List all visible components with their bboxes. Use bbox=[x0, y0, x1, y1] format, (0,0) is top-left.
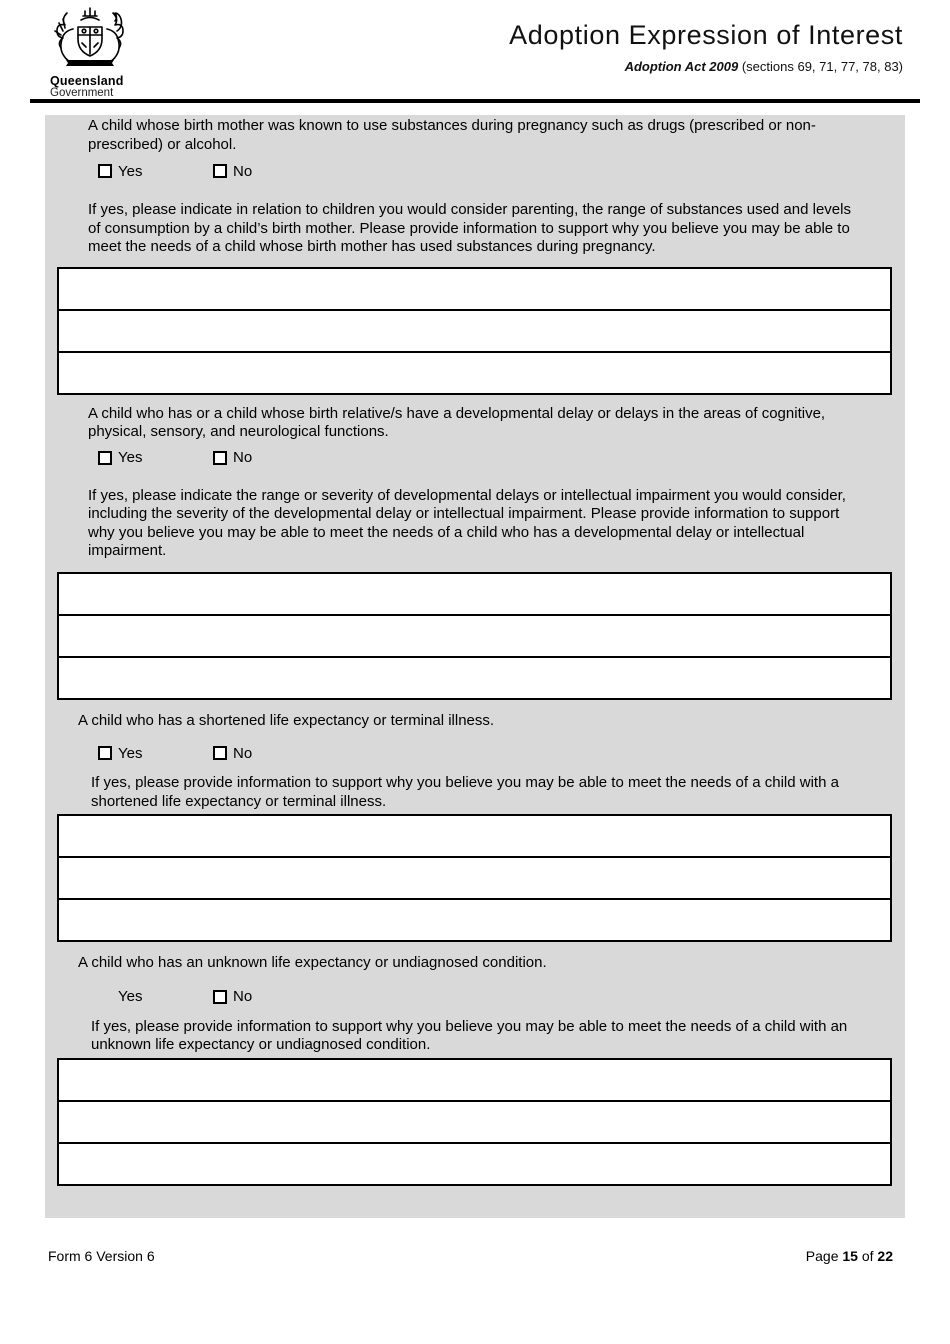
logo-text-queensland: Queensland bbox=[50, 74, 124, 88]
yes-no-row bbox=[98, 162, 905, 180]
if-yes-instructions: If yes, please indicate in relation to children you would consider parenting, the range of substances used and levels of consumption by a child’s birth mother. Please provide information to support why you believe you may be able to meet the needs of a child whose birth mother has used substances during pregnancy. bbox=[88, 201, 851, 255]
act-name: Adoption Act 2009 bbox=[624, 59, 739, 74]
no-label: No bbox=[233, 988, 253, 1005]
answer-line[interactable] bbox=[59, 658, 890, 698]
qld-government-logo bbox=[50, 5, 146, 99]
page-total: 22 bbox=[877, 1248, 893, 1264]
yes-option[interactable] bbox=[98, 163, 213, 180]
act-reference bbox=[509, 59, 903, 74]
yes-checkbox[interactable] bbox=[98, 451, 112, 465]
question-substance-use bbox=[45, 117, 905, 395]
page-word: Page bbox=[805, 1248, 839, 1264]
act-sections: (sections 69, 71, 77, 78, 83) bbox=[741, 59, 903, 74]
yes-no-row bbox=[98, 449, 905, 467]
if-yes-instructions: If yes, please indicate the range or severity of developmental delays or intellectual impairment you would consider, including the severity of the developmental delay or intellectual impairment. Please provide information to support why you believe you may be able to meet the needs of a child who has a developmental delay or intellectual impairment. bbox=[88, 486, 846, 559]
logo-text-government: Government bbox=[50, 87, 114, 99]
answer-line[interactable] bbox=[59, 858, 890, 900]
yes-no-row bbox=[98, 744, 905, 762]
question-statement: A child who has an unknown life expectancy or undiagnosed condition. bbox=[78, 954, 547, 971]
answer-line[interactable] bbox=[59, 574, 890, 616]
no-label: No bbox=[233, 744, 253, 762]
answer-line[interactable] bbox=[59, 900, 890, 940]
page-current: 15 bbox=[842, 1248, 858, 1264]
question-developmental-delay bbox=[45, 405, 905, 700]
header bbox=[509, 20, 903, 74]
page-of-word: of bbox=[861, 1248, 874, 1264]
header-rule bbox=[30, 99, 920, 103]
no-option[interactable] bbox=[213, 988, 252, 1005]
answer-box bbox=[57, 814, 892, 942]
question-statement: A child who has or a child whose birth relative/s have a developmental delay or delays in the areas of cognitive, physical, sensory, and neurological functions. bbox=[88, 404, 826, 440]
question-shortened-life-expectancy bbox=[45, 712, 905, 943]
yes-label: Yes bbox=[118, 162, 143, 180]
form-version: Form 6 Version 6 bbox=[48, 1248, 155, 1264]
no-option[interactable] bbox=[213, 449, 252, 466]
no-checkbox[interactable] bbox=[213, 164, 227, 178]
no-label: No bbox=[233, 449, 253, 466]
yes-option[interactable] bbox=[98, 988, 213, 1005]
answer-line[interactable] bbox=[59, 816, 890, 858]
no-option[interactable] bbox=[213, 163, 252, 180]
yes-no-row bbox=[98, 988, 905, 1006]
answer-box bbox=[57, 572, 892, 700]
question-unknown-life-expectancy bbox=[45, 954, 905, 1186]
yes-checkbox[interactable] bbox=[98, 164, 112, 178]
no-checkbox[interactable] bbox=[213, 451, 227, 465]
no-checkbox[interactable] bbox=[213, 746, 227, 760]
answer-line[interactable] bbox=[59, 1144, 890, 1184]
page-number bbox=[806, 1248, 893, 1264]
question-statement: A child whose birth mother was known to use substances during pregnancy such as drugs (prescribed or non-prescribed) or alcohol. bbox=[88, 117, 816, 153]
if-yes-instructions: If yes, please provide information to support why you believe you may be able to meet the needs of a child with a shortened life expectancy or terminal illness. bbox=[91, 774, 839, 810]
question-statement: A child who has a shortened life expectancy or terminal illness. bbox=[78, 711, 495, 729]
yes-checkbox[interactable] bbox=[98, 746, 112, 760]
coat-of-arms-icon bbox=[52, 5, 128, 75]
yes-option[interactable] bbox=[98, 745, 213, 762]
page-title: Adoption Expression of Interest bbox=[509, 20, 903, 50]
no-checkbox[interactable] bbox=[213, 990, 227, 1004]
answer-box bbox=[57, 1058, 892, 1186]
answer-line[interactable] bbox=[59, 1102, 890, 1144]
answer-line[interactable] bbox=[59, 1060, 890, 1102]
no-label: No bbox=[233, 162, 253, 180]
if-yes-instructions: If yes, please provide information to support why you believe you may be able to meet the needs of a child with an unknown life expectancy or undiagnosed condition. bbox=[91, 1017, 848, 1053]
yes-option[interactable] bbox=[98, 449, 213, 466]
yes-label: Yes bbox=[118, 449, 143, 466]
answer-line[interactable] bbox=[59, 353, 890, 393]
yes-label: Yes bbox=[118, 744, 143, 762]
answer-line[interactable] bbox=[59, 616, 890, 658]
no-option[interactable] bbox=[213, 745, 252, 762]
answer-line[interactable] bbox=[59, 269, 890, 311]
answer-box bbox=[57, 267, 892, 395]
form-panel bbox=[45, 115, 905, 1218]
answer-line[interactable] bbox=[59, 311, 890, 353]
yes-label: Yes bbox=[118, 988, 143, 1005]
